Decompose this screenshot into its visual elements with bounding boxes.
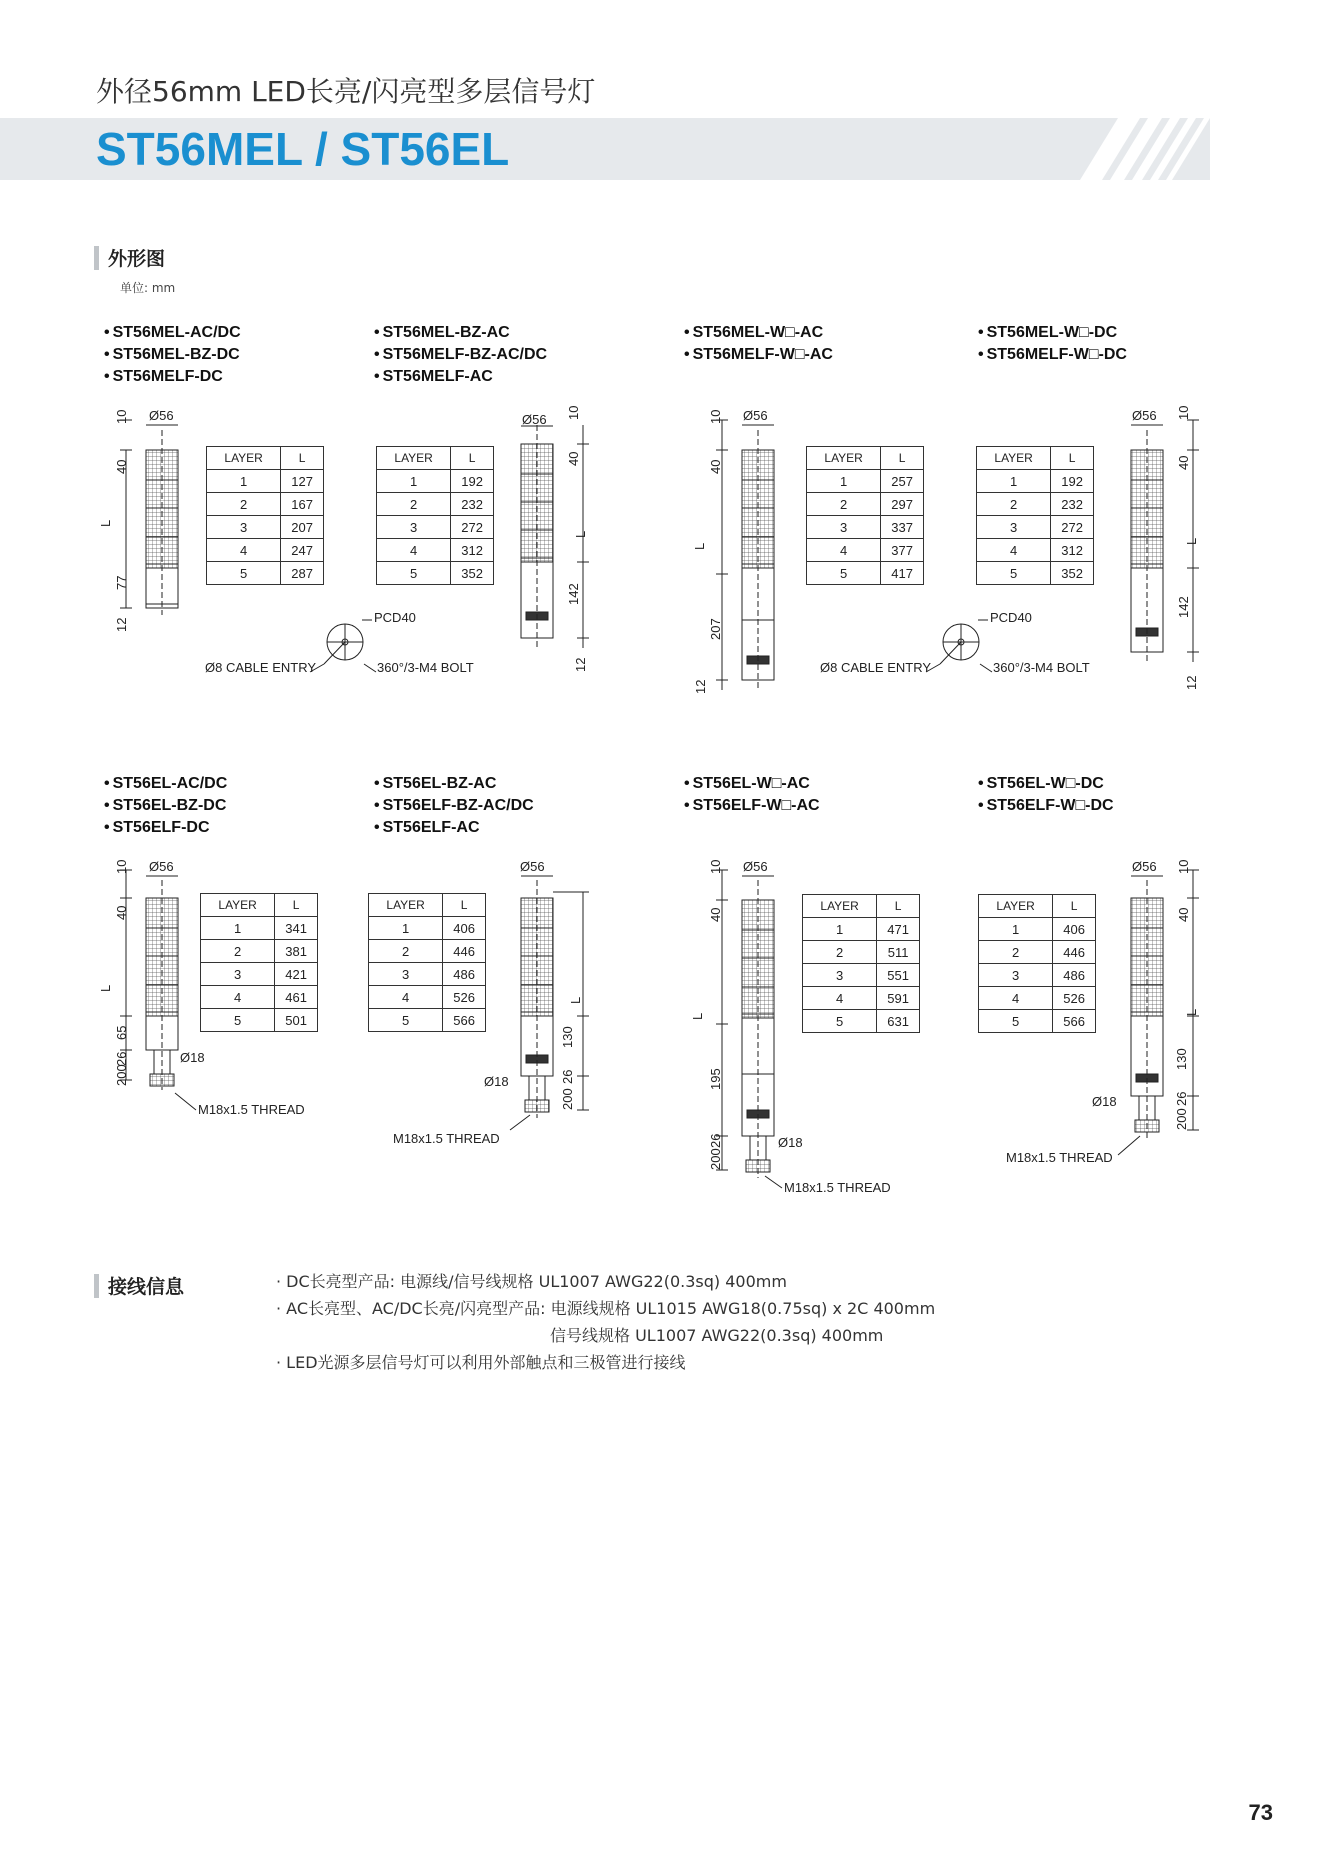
dim-26: 26 [560,1069,575,1084]
cell: 1 [377,470,451,493]
dim-12: 12 [693,679,708,694]
cell: 4 [977,539,1051,562]
cell: 312 [451,539,494,562]
cell: 4 [807,539,881,562]
cell: 297 [881,493,924,516]
cell: 526 [1053,987,1096,1010]
cell: 5 [207,562,281,585]
col-header: LAYER [201,894,275,917]
pcd-label: PCD40 [990,610,1032,625]
dim-40: 40 [1176,907,1191,922]
cell: 3 [377,516,451,539]
col-header: L [1053,895,1096,918]
model-name: • ST56EL-BZ-AC [374,773,534,795]
tower-drawing-3 [716,420,774,690]
dim-10: 10 [708,409,723,424]
model-name: • ST56MELF-DC [104,366,241,388]
cell: 446 [443,940,486,963]
cell: 272 [451,516,494,539]
col-header: LAYER [207,447,281,470]
dim-10: 10 [566,405,581,420]
cell: 352 [1051,562,1094,585]
dim-dia56: Ø56 [149,408,174,423]
cell: 1 [803,918,877,941]
col-header: LAYER [807,447,881,470]
model-name: • ST56ELF-AC [374,817,534,839]
cell: 5 [979,1010,1053,1033]
tower-drawing-7 [716,870,782,1188]
dim-40: 40 [566,451,581,466]
cell: 551 [877,964,920,987]
col-header: L [877,895,920,918]
cell: 4 [377,539,451,562]
cell: 2 [807,493,881,516]
dim-200: 200 [114,1064,129,1086]
col-header: L [275,894,318,917]
cell: 421 [275,963,318,986]
dim-10: 10 [114,859,129,874]
cell: 167 [281,493,324,516]
model-name: • ST56EL-AC/DC [104,773,227,795]
model-name: • ST56MELF-BZ-AC/DC [374,344,547,366]
cell: 5 [201,1009,275,1032]
cell: 486 [443,963,486,986]
cell: 501 [275,1009,318,1032]
cell: 232 [1051,493,1094,516]
dim-dia56: Ø56 [522,412,547,427]
dim-40: 40 [114,459,129,474]
cell: 461 [275,986,318,1009]
cell: 406 [443,917,486,940]
model-name: • ST56MELF-AC [374,366,547,388]
cell: 4 [369,986,443,1009]
cell: 1 [201,917,275,940]
dim-26: 26 [114,1051,129,1066]
cable-entry-label: Ø8 CABLE ENTRY [820,660,932,675]
dim-L: L [98,984,113,992]
model-name: • ST56MEL-W□-AC [684,322,833,344]
cell: 591 [877,987,920,1010]
cell: 5 [803,1010,877,1033]
dim-dia18: Ø18 [180,1050,205,1065]
dim-26: 26 [708,1133,723,1148]
model-name: • ST56MEL-AC/DC [104,322,241,344]
page-subtitle: 外径56mm LED长亮/闪亮型多层信号灯 [96,75,596,108]
dim-L: L [568,996,583,1004]
cell: 192 [451,470,494,493]
dim-10: 10 [1176,859,1191,874]
wiring-line: 信号线规格 UL1007 AWG22(0.3sq) 400mm [550,1326,884,1345]
dim-200: 200 [1174,1108,1189,1130]
cell: 526 [443,986,486,1009]
col-header: L [281,447,324,470]
dim-200: 200 [560,1088,575,1110]
page-title: ST56MEL / ST56EL [96,123,510,175]
col-header: LAYER [803,895,877,918]
model-name: • ST56EL-W□-DC [978,773,1114,795]
dim-142: 142 [566,583,581,605]
cell: 352 [451,562,494,585]
cell: 4 [979,987,1053,1010]
dim-dia56: Ø56 [1132,859,1157,874]
cell: 3 [807,516,881,539]
col-header: LAYER [369,894,443,917]
col-header: L [451,447,494,470]
cell: 3 [803,964,877,987]
dim-142: 142 [1176,596,1191,618]
model-name: • ST56EL-BZ-DC [104,795,227,817]
bolt-label: 360°/3-M4 BOLT [993,660,1090,675]
cell: 4 [207,539,281,562]
dim-dia18: Ø18 [484,1074,509,1089]
cell: 486 [1053,964,1096,987]
cell: 566 [1053,1010,1096,1033]
page-number: 73 [1248,1800,1273,1825]
col-header: LAYER [377,447,451,470]
cell: 2 [377,493,451,516]
dim-77: 77 [114,575,129,590]
cell: 3 [369,963,443,986]
dim-L: L [573,530,588,538]
thread-label: M18x1.5 THREAD [1006,1150,1113,1165]
dim-L: L [692,542,707,550]
dim-12: 12 [573,657,588,672]
cell: 3 [207,516,281,539]
thread-label: M18x1.5 THREAD [393,1131,500,1146]
cell: 312 [1051,539,1094,562]
dim-L: L [1184,1008,1199,1016]
cell: 3 [979,964,1053,987]
cell: 2 [207,493,281,516]
dim-L: L [690,1012,705,1020]
model-name: • ST56ELF-W□-DC [978,795,1114,817]
dim-200: 200 [708,1148,723,1170]
dim-40: 40 [114,905,129,920]
cell: 2 [369,940,443,963]
cell: 2 [201,940,275,963]
outline-heading: 外形图 [94,244,165,271]
cell: 3 [201,963,275,986]
dim-40: 40 [708,459,723,474]
cell: 287 [281,562,324,585]
cell: 257 [881,470,924,493]
dim-26: 26 [1174,1091,1189,1106]
model-name: • ST56MEL-BZ-DC [104,344,241,366]
model-name: • ST56ELF-BZ-AC/DC [374,795,534,817]
dim-207: 207 [708,618,723,640]
thread-label: M18x1.5 THREAD [784,1180,891,1195]
wiring-heading: 接线信息 [94,1272,184,1299]
dim-12: 12 [114,617,129,632]
dim-10: 10 [708,859,723,874]
dim-130: 130 [1174,1048,1189,1070]
flange-detail-1 [310,620,376,672]
wiring-info [276,1268,935,1376]
cell: 2 [977,493,1051,516]
cell: 1 [977,470,1051,493]
model-name: • ST56EL-W□-AC [684,773,820,795]
bolt-label: 360°/3-M4 BOLT [377,660,474,675]
dim-L: L [1184,537,1199,545]
cell: 341 [275,917,318,940]
tower-drawing-5 [120,870,196,1110]
pcd-label: PCD40 [374,610,416,625]
model-name: • ST56ELF-DC [104,817,227,839]
dim-dia56: Ø56 [743,408,768,423]
cell: 2 [979,941,1053,964]
cell: 381 [275,940,318,963]
dim-10: 10 [1176,405,1191,420]
cell: 127 [281,470,324,493]
cell: 377 [881,539,924,562]
col-header: L [443,894,486,917]
cell: 5 [369,1009,443,1032]
col-header: L [1051,447,1094,470]
cell: 1 [807,470,881,493]
cell: 511 [877,941,920,964]
model-name: • ST56ELF-W□-AC [684,795,820,817]
cell: 5 [977,562,1051,585]
model-name: • ST56MEL-W□-DC [978,322,1127,344]
dim-dia56: Ø56 [1132,408,1157,423]
dim-40: 40 [1176,455,1191,470]
dim-195: 195 [708,1068,723,1090]
cell: 2 [803,941,877,964]
thread-label: M18x1.5 THREAD [198,1102,305,1117]
cell: 4 [201,986,275,1009]
cell: 207 [281,516,324,539]
dim-130: 130 [560,1026,575,1048]
cell: 5 [377,562,451,585]
model-name: • ST56MELF-W□-DC [978,344,1127,366]
cell: 446 [1053,941,1096,964]
cell: 631 [877,1010,920,1033]
cell: 192 [1051,470,1094,493]
col-header: LAYER [979,895,1053,918]
model-name: • ST56MEL-BZ-AC [374,322,547,344]
cell: 272 [1051,516,1094,539]
cell: 471 [877,918,920,941]
col-header: L [881,447,924,470]
cell: 5 [807,562,881,585]
wiring-line: · LED光源多层信号灯可以利用外部触点和三极管进行接线 [276,1353,686,1372]
flange-detail-2 [926,620,992,672]
dim-dia18: Ø18 [778,1135,803,1150]
wiring-line: · AC长亮型、AC/DC长亮/闪亮型产品: 电源线规格 UL1015 AWG18(0.75sq) x 2C 400mm [276,1299,936,1318]
cell: 3 [977,516,1051,539]
cell: 247 [281,539,324,562]
cell: 337 [881,516,924,539]
cell: 1 [369,917,443,940]
wiring-line: · DC长亮型产品: 电源线/信号线规格 UL1007 AWG22(0.3sq) 400mm [276,1272,787,1291]
cell: 566 [443,1009,486,1032]
cell: 406 [1053,918,1096,941]
dim-65: 65 [114,1025,129,1040]
unit-note: 单位: mm [120,281,176,295]
cell: 1 [207,470,281,493]
col-header: LAYER [977,447,1051,470]
dim-dia18: Ø18 [1092,1094,1117,1109]
cable-entry-label: Ø8 CABLE ENTRY [205,660,317,675]
model-name: • ST56MELF-W□-AC [684,344,833,366]
dim-L: L [98,519,113,527]
cell: 4 [803,987,877,1010]
cell: 232 [451,493,494,516]
cell: 1 [979,918,1053,941]
dim-dia56: Ø56 [149,859,174,874]
dim-10: 10 [114,409,129,424]
cell: 417 [881,562,924,585]
dim-40: 40 [708,907,723,922]
dim-dia56: Ø56 [520,859,545,874]
dim-12: 12 [1184,675,1199,690]
dim-dia56: Ø56 [743,859,768,874]
